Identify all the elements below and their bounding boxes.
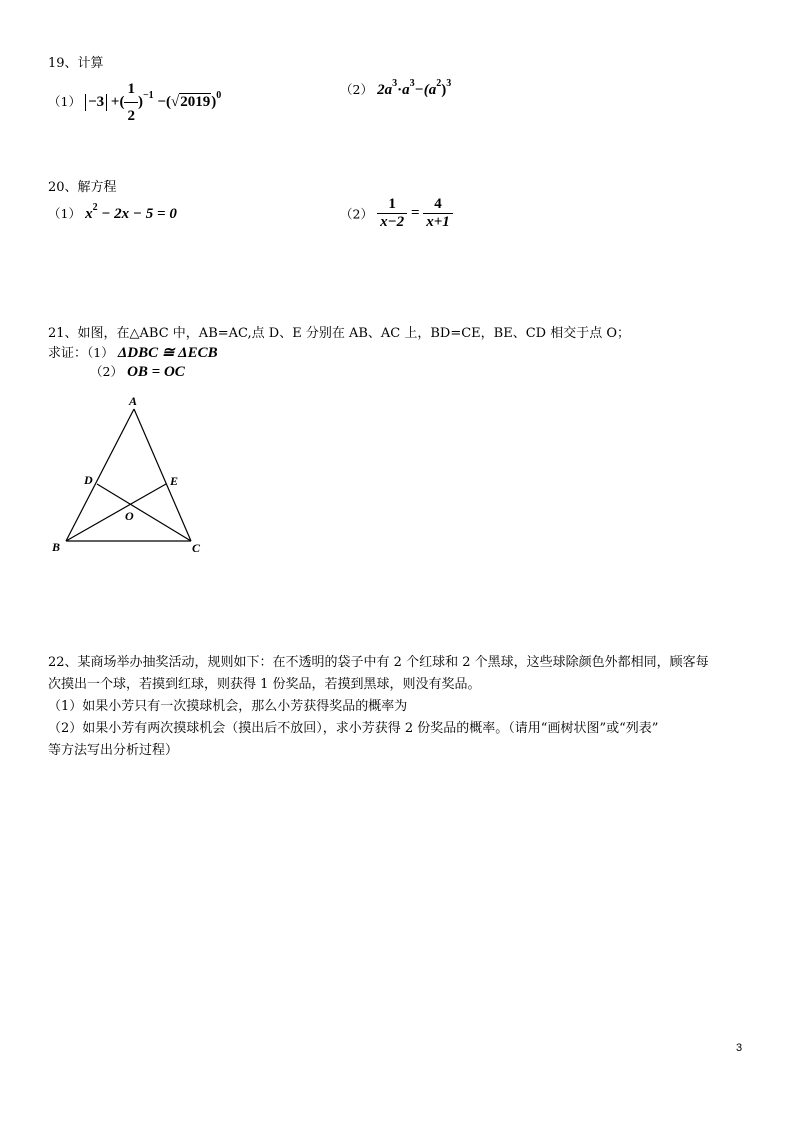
q19-heading: 19、计算 (48, 56, 104, 71)
prove-label: 求证： (48, 346, 88, 361)
edge-ac (134, 409, 191, 541)
page-number: 3 (736, 1042, 743, 1054)
minus-sign: − (157, 93, 166, 110)
q20-part2-label: （2） (340, 206, 373, 222)
q21-prove-part2: （2） OB = OC (90, 364, 185, 380)
q22-line3: （1）如果小芳只有一次摸球机会，那么小芳获得奖品的概率为 (48, 699, 408, 714)
fraction-left: $\frac{1}{x-2}$ (377, 196, 407, 231)
label-a: A (129, 394, 138, 408)
fraction-one-half: $\frac{1}{2}$ (124, 76, 138, 129)
q19-part1-label: （1） (48, 93, 81, 109)
q19-part2-expression: $2a^3\cdot a^3-(a^2)^3$ (377, 78, 452, 98)
q22-line5: 等方法写出分析过程） (48, 743, 179, 758)
zero-exponent: 0 (216, 89, 222, 101)
q22-line4: （2）如果小芳有两次摸球机会（摸出后不放回），求小芳获得 2 份奖品的概率。（请用“画树状图”或“列表” (48, 721, 659, 736)
q21-prove-part1: 求证：（1） ΔDBC ≅ ΔECB (48, 345, 218, 361)
q21-heading: 21、如图，在△ABC 中，AB=AC,点 D、E 分别在 AB、AC 上，BD=CE，BE、CD 相交于点 O； (48, 326, 630, 341)
q20-part1-equation: $x^2 - 2x - 5 = 0$ (85, 202, 177, 222)
q20-part1-label: （1） (48, 206, 81, 221)
congruence-statement: ΔDBC ≅ ΔECB (117, 345, 218, 361)
q22-line2: 次摸出一个球，若摸到红球，则获得 1 份奖品，若摸到黑球，则没有奖品。 (48, 677, 481, 692)
label-c: C (192, 541, 201, 555)
neg-exponent: −1 (142, 89, 154, 101)
q22-line1: 22、某商场举办抽奖活动，规则如下：在不透明的袋子中有 2 个红球和 2 个黑球，这些球除颜色外都相同，顾客每 (48, 655, 709, 670)
label-o: O (125, 509, 134, 523)
plus-sign: + (110, 93, 120, 110)
q19-part1-expression: −3 +( $\frac{1}{2}$ )$^{-1} -(√2019)^0$ (85, 94, 221, 110)
label-e: E (170, 474, 179, 488)
segment-cd (97, 484, 191, 541)
q19-part2-label: （2） (340, 82, 373, 97)
q20-heading: 20、解方程 (48, 180, 117, 195)
label-b: B (52, 540, 61, 554)
q20-part2-equation: $\frac{1}{x-2}$ = $\frac{4}{x+1}$ (377, 205, 453, 221)
abs-value: −3 (85, 94, 107, 111)
label-d: D (84, 473, 93, 487)
equality-statement: OB = OC (127, 364, 185, 380)
fraction-right: $\frac{4}{x+1}$ (423, 196, 453, 231)
q22-text (48, 652, 748, 762)
sqrt-value: 2019 (180, 93, 211, 110)
